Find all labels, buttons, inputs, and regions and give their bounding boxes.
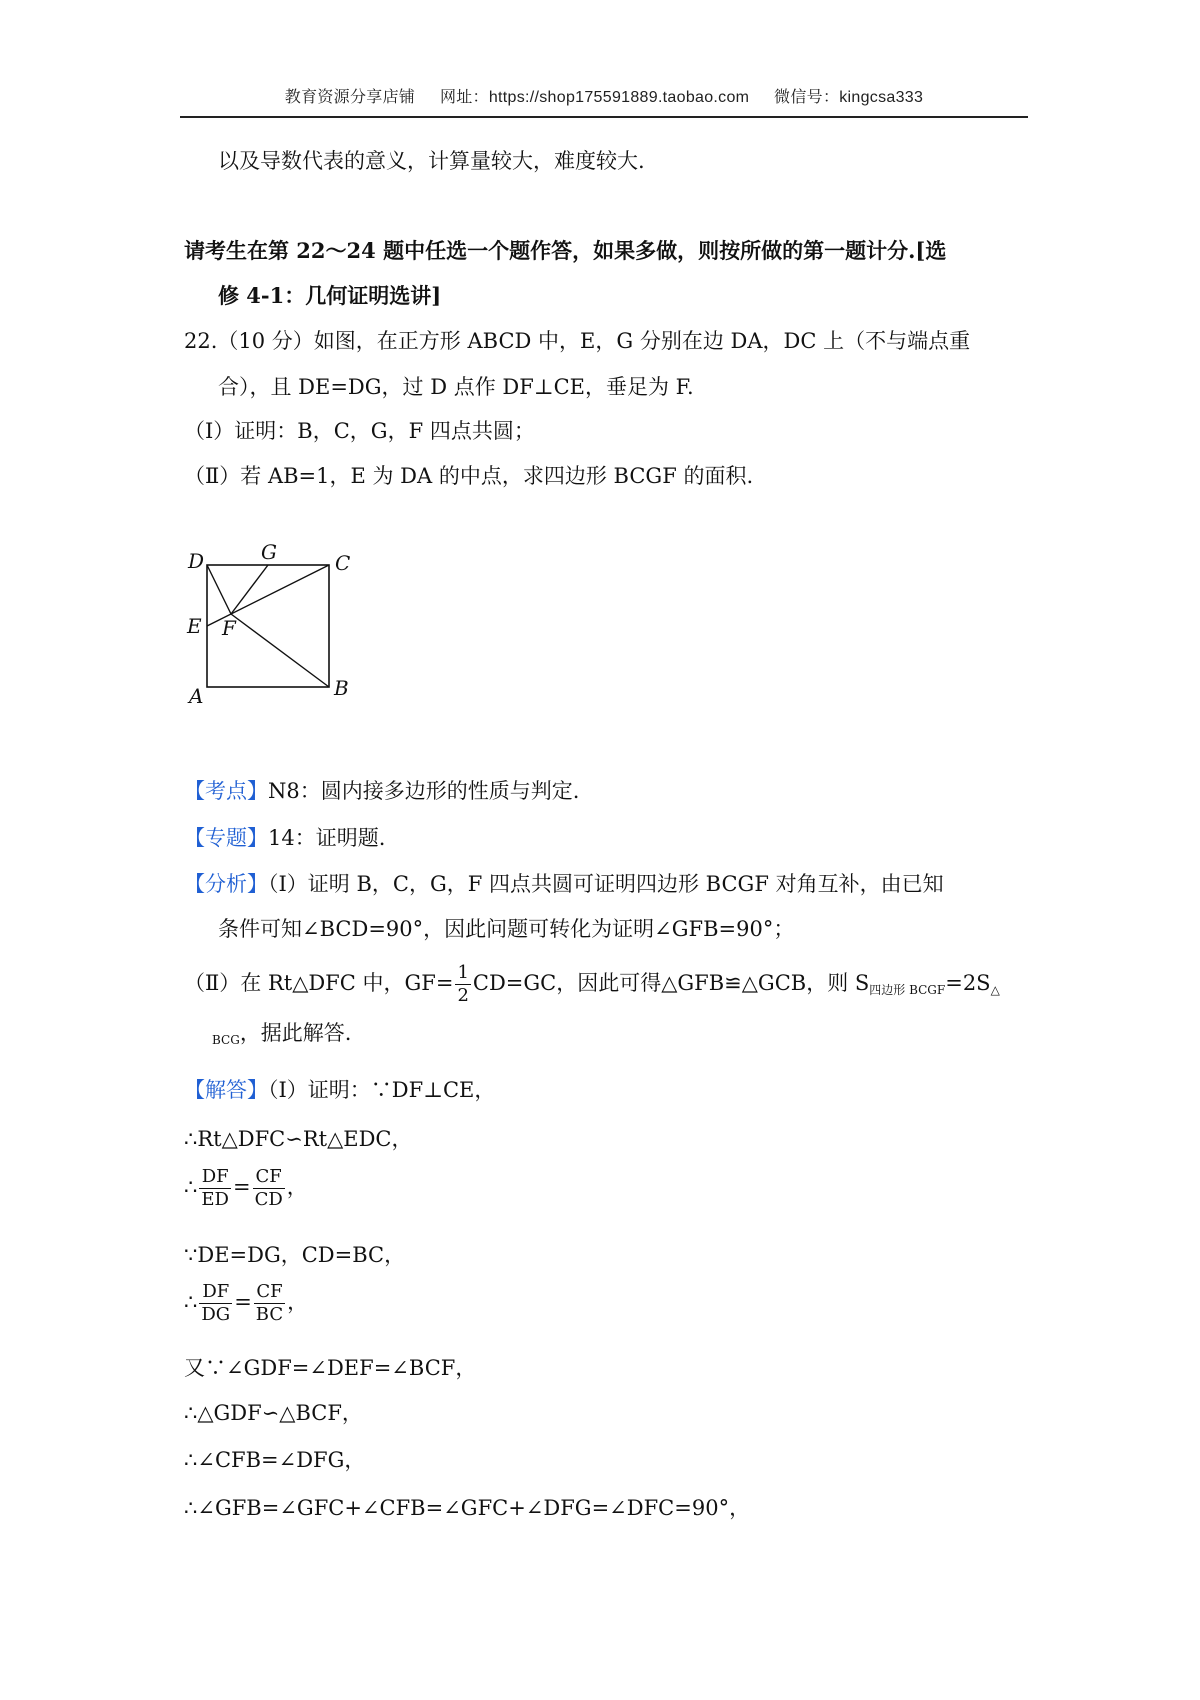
kaodian-tag: 【考点】 <box>184 779 268 803</box>
fraction-denominator: DG <box>201 1304 231 1325</box>
fraction-numerator: DF <box>199 1281 232 1304</box>
header-wechat: 微信号：kingcsa333 <box>774 89 924 106</box>
fenxi-line3-a: （Ⅱ）在 Rt△DFC 中，GF= <box>184 971 454 995</box>
fenxi-subscript-triangle: △ <box>990 983 1000 997</box>
fraction-cf-bc <box>254 1281 285 1326</box>
fraction-df-dg <box>199 1281 232 1326</box>
jieda-line3: ∵DE=DG，CD=BC， <box>184 1243 406 1267</box>
problem-part2: （Ⅱ）若 AB=1，E 为 DA 的中点，求四边形 BCGF 的面积. <box>184 464 754 488</box>
jieda-tag: 【解答】 <box>184 1078 268 1102</box>
jieda-text1: （Ⅰ）证明：∵DF⊥CE， <box>268 1078 496 1102</box>
fraction-one-half <box>455 962 470 1007</box>
fraction-cf-cd <box>253 1166 285 1211</box>
jieda-line2: ∴Rt△DFC∽Rt△EDC， <box>184 1127 413 1151</box>
problem-line2: 合），且 DE=DG，过 D 点作 DF⊥CE，垂足为 F. <box>218 375 694 399</box>
jieda-frac2-suffix: ， <box>287 1290 309 1314</box>
jieda-frac2-prefix: ∴ <box>184 1290 198 1314</box>
label-d: D <box>188 549 205 573</box>
zhuanti-text: 14：证明题. <box>268 826 386 850</box>
fraction-numerator: CF <box>254 1281 285 1304</box>
segment-gf <box>231 565 268 614</box>
problem-part1: （Ⅰ）证明：B，C，G，F 四点共圆； <box>184 419 535 443</box>
intro-line: 以及导数代表的意义，计算量较大，难度较大. <box>218 149 645 173</box>
fenxi-line1 <box>184 869 944 899</box>
header-shop: 教育资源分享店铺 <box>284 89 416 106</box>
kaodian-text: N8：圆内接多边形的性质与判定. <box>268 779 580 803</box>
jieda-frac1-eq: = <box>232 1175 251 1199</box>
jieda-line7: ∴∠GFB=∠GFC+∠CFB=∠GFC+∠DFG=∠DFC=90°， <box>184 1496 751 1520</box>
jieda-fraction-line2 <box>184 1281 308 1326</box>
label-f: F <box>222 616 236 640</box>
fenxi-line4-text: ，据此解答. <box>239 1021 352 1045</box>
fraction-df-ed <box>199 1166 231 1211</box>
fenxi-line3 <box>184 962 1000 1007</box>
fenxi-subscript-quad: 四边形 BCGF <box>869 983 946 997</box>
fenxi-subscript-bcg: BCG <box>212 1033 240 1047</box>
fenxi-line4 <box>212 1018 352 1055</box>
zhuanti-line <box>184 823 385 853</box>
label-b: B <box>334 676 349 700</box>
fenxi-line3-b: CD=GC，因此可得△GFB≌△GCB，则 S <box>472 971 870 995</box>
header-site: 网址：https://shop175591889.taobao.com <box>439 89 750 106</box>
label-e: E <box>187 614 202 638</box>
fenxi-text1: （Ⅰ）证明 B，C，G，F 四点共圆可证明四边形 BCGF 对角互补，由已知 <box>268 872 944 896</box>
fraction-numerator: 1 <box>457 962 469 983</box>
section-instruction-line1: 请考生在第 22～24 题中任选一个题作答，如果多做，则按所做的第一题计分.[选 <box>184 238 947 263</box>
section-instruction-line2: 修 4-1：几何证明选讲] <box>218 283 442 308</box>
jieda-line4: 又∵∠GDF=∠DEF=∠BCF， <box>184 1356 477 1380</box>
jieda-frac1-prefix: ∴ <box>184 1175 198 1199</box>
jieda-fraction-line1 <box>184 1166 308 1211</box>
label-a: A <box>189 684 204 708</box>
fenxi-tag: 【分析】 <box>184 872 268 896</box>
jieda-frac1-suffix: ， <box>286 1175 308 1199</box>
jieda-line1 <box>184 1075 495 1105</box>
fraction-numerator: CF <box>253 1166 285 1189</box>
fraction-denominator: BC <box>255 1304 284 1325</box>
geometry-figure <box>180 535 380 710</box>
fraction-numerator: DF <box>199 1166 231 1189</box>
label-g: G <box>261 540 277 564</box>
segment-fb <box>231 614 329 687</box>
fraction-denominator: ED <box>201 1189 229 1210</box>
fenxi-line3-c: =2S <box>945 971 991 995</box>
problem-line1: 22.（10 分）如图，在正方形 ABCD 中，E，G 分别在边 DA，DC 上（不与端点重 <box>184 329 971 353</box>
page-header <box>180 86 1028 118</box>
jieda-line6: ∴∠CFB=∠DFG， <box>184 1448 366 1472</box>
fraction-denominator: 2 <box>457 985 469 1006</box>
segment-df <box>207 565 231 614</box>
jieda-frac2-eq: = <box>234 1290 252 1314</box>
label-c: C <box>335 551 351 575</box>
fenxi-line2: 条件可知∠BCD=90°，因此问题可转化为证明∠GFB=90°； <box>218 917 795 941</box>
fraction-denominator: CD <box>254 1189 283 1210</box>
zhuanti-tag: 【专题】 <box>184 826 268 850</box>
jieda-line5: ∴△GDF∽△BCF， <box>184 1401 363 1425</box>
kaodian-line <box>184 776 579 806</box>
